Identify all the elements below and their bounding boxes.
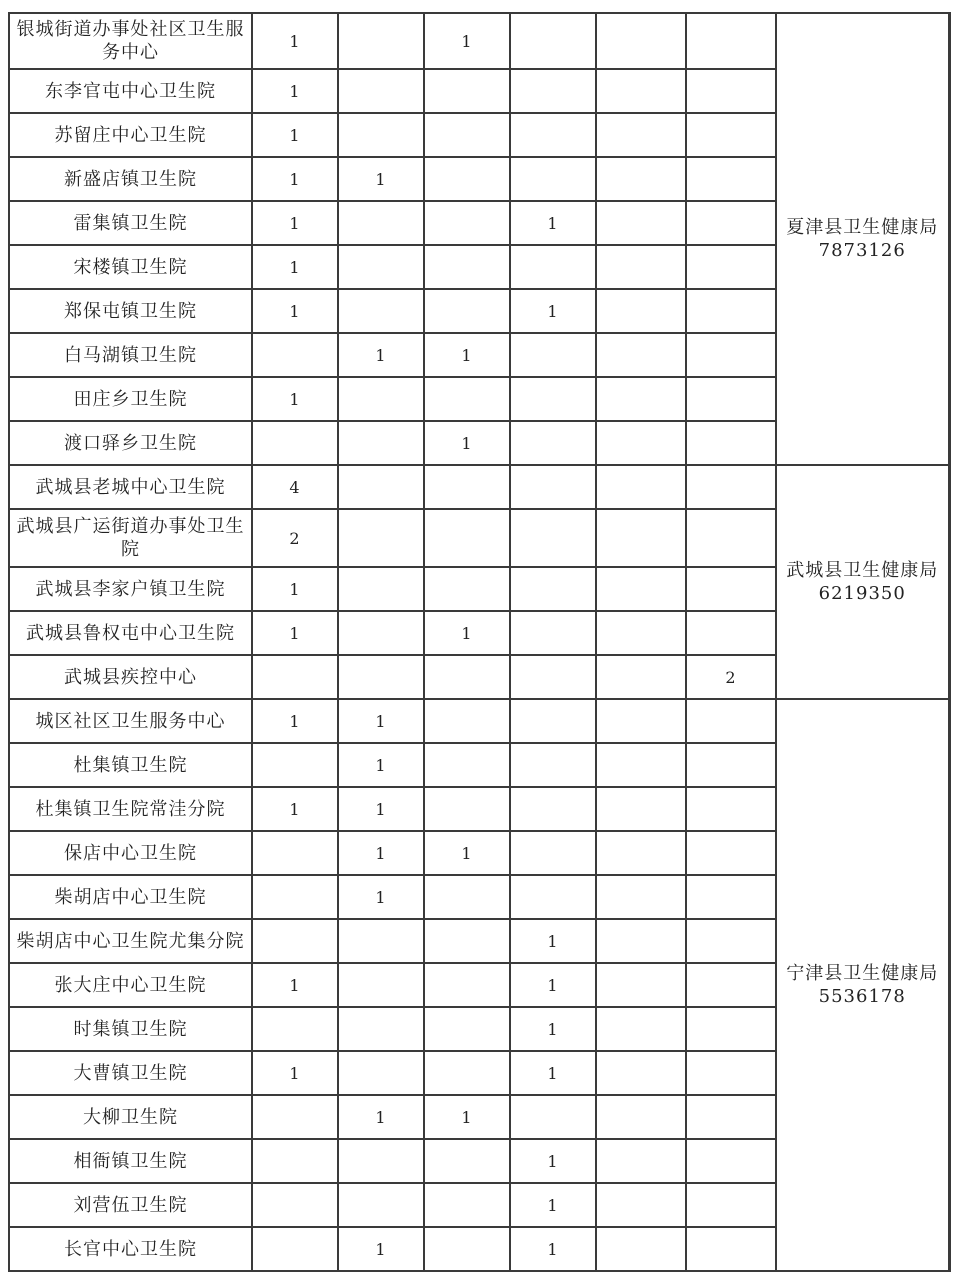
count-cell-c5 [596, 69, 686, 113]
count-cell-c6 [686, 611, 776, 655]
count-cell-c5 [596, 1007, 686, 1051]
institution-name-cell: 长官中心卫生院 [9, 1227, 252, 1271]
count-cell-c5 [596, 919, 686, 963]
institution-name-cell: 田庄乡卫生院 [9, 377, 252, 421]
count-cell-c2 [338, 1051, 424, 1095]
count-cell-c6 [686, 699, 776, 743]
count-cell-c1 [252, 831, 338, 875]
count-cell-c6 [686, 1007, 776, 1051]
count-cell-c2: 1 [338, 831, 424, 875]
institution-name-cell: 相衙镇卫生院 [9, 1139, 252, 1183]
count-cell-c3 [424, 113, 510, 157]
institution-name-cell: 武城县鲁权屯中心卫生院 [9, 611, 252, 655]
count-cell-c3 [424, 655, 510, 699]
count-cell-c1 [252, 875, 338, 919]
count-cell-c5 [596, 743, 686, 787]
count-cell-c5 [596, 1095, 686, 1139]
table-row [9, 699, 949, 743]
table-row [9, 465, 949, 509]
count-cell-c3 [424, 465, 510, 509]
count-cell-c4 [510, 245, 596, 289]
count-cell-c1 [252, 655, 338, 699]
count-cell-c6 [686, 1095, 776, 1139]
count-cell-c1: 1 [252, 69, 338, 113]
count-cell-c2 [338, 1139, 424, 1183]
count-cell-c4 [510, 875, 596, 919]
count-cell-c1: 1 [252, 377, 338, 421]
count-cell-c3: 1 [424, 333, 510, 377]
count-cell-c5 [596, 1227, 686, 1271]
health-bureau-phone: 6219350 [818, 583, 906, 604]
count-cell-c2 [338, 289, 424, 333]
institution-name-text: 柴胡店中心卫生院尤集分院 [16, 930, 245, 952]
count-cell-c1 [252, 333, 338, 377]
count-cell-c5 [596, 1183, 686, 1227]
count-cell-c4 [510, 611, 596, 655]
count-cell-c1: 4 [252, 465, 338, 509]
count-cell-c3 [424, 1007, 510, 1051]
count-cell-c5 [596, 963, 686, 1007]
count-cell-c5 [596, 699, 686, 743]
count-cell-c2 [338, 655, 424, 699]
institution-name-cell: 大曹镇卫生院 [9, 1051, 252, 1095]
count-cell-c3 [424, 1227, 510, 1271]
count-cell-c2 [338, 421, 424, 465]
count-cell-c3: 1 [424, 831, 510, 875]
count-cell-c6 [686, 201, 776, 245]
count-cell-c3 [424, 245, 510, 289]
count-cell-c3 [424, 377, 510, 421]
institution-name-cell: 银城街道办事处社区卫生服务中心 [9, 13, 252, 69]
count-cell-c1: 1 [252, 963, 338, 1007]
count-cell-c2 [338, 69, 424, 113]
count-cell-c6 [686, 1227, 776, 1271]
count-cell-c6 [686, 567, 776, 611]
count-cell-c3: 1 [424, 421, 510, 465]
count-cell-c5 [596, 1139, 686, 1183]
count-cell-c6 [686, 743, 776, 787]
count-cell-c4 [510, 509, 596, 567]
count-cell-c1 [252, 1183, 338, 1227]
count-cell-c5 [596, 1051, 686, 1095]
health-bureau-phone: 5536178 [818, 986, 906, 1007]
count-cell-c6 [686, 875, 776, 919]
count-cell-c4: 1 [510, 1227, 596, 1271]
count-cell-c1: 1 [252, 157, 338, 201]
count-cell-c3 [424, 875, 510, 919]
count-cell-c1 [252, 743, 338, 787]
count-cell-c6 [686, 333, 776, 377]
institution-name-cell: 保店中心卫生院 [9, 831, 252, 875]
count-cell-c2 [338, 377, 424, 421]
count-cell-c1 [252, 1095, 338, 1139]
count-cell-c1: 1 [252, 13, 338, 69]
count-cell-c1: 1 [252, 289, 338, 333]
institution-name-cell: 苏留庄中心卫生院 [9, 113, 252, 157]
count-cell-c4 [510, 13, 596, 69]
count-cell-c4 [510, 831, 596, 875]
count-cell-c2 [338, 919, 424, 963]
count-cell-c1: 1 [252, 245, 338, 289]
count-cell-c6 [686, 13, 776, 69]
count-cell-c6: 2 [686, 655, 776, 699]
count-cell-c6 [686, 465, 776, 509]
count-cell-c2 [338, 567, 424, 611]
institution-name-cell [9, 919, 252, 963]
count-cell-c4 [510, 655, 596, 699]
institution-name-cell: 新盛店镇卫生院 [9, 157, 252, 201]
count-cell-c3 [424, 963, 510, 1007]
count-cell-c5 [596, 245, 686, 289]
count-cell-c4: 1 [510, 1183, 596, 1227]
count-cell-c2: 1 [338, 333, 424, 377]
count-cell-c6 [686, 1051, 776, 1095]
count-cell-c4 [510, 69, 596, 113]
count-cell-c4 [510, 421, 596, 465]
count-cell-c5 [596, 567, 686, 611]
count-cell-c4: 1 [510, 1051, 596, 1095]
count-cell-c2 [338, 1007, 424, 1051]
count-cell-c3 [424, 567, 510, 611]
institution-name-cell: 武城县疾控中心 [9, 655, 252, 699]
count-cell-c3: 1 [424, 13, 510, 69]
count-cell-c4 [510, 567, 596, 611]
count-cell-c5 [596, 465, 686, 509]
health-bureau-phone: 7873126 [818, 240, 906, 261]
health-bureau-cell [776, 699, 949, 1271]
institution-name-cell: 城区社区卫生服务中心 [9, 699, 252, 743]
count-cell-c1: 1 [252, 567, 338, 611]
count-cell-c6 [686, 919, 776, 963]
count-cell-c4: 1 [510, 1007, 596, 1051]
institution-name-cell: 时集镇卫生院 [9, 1007, 252, 1051]
count-cell-c1: 1 [252, 611, 338, 655]
institution-name-cell: 柴胡店中心卫生院 [9, 875, 252, 919]
count-cell-c3 [424, 157, 510, 201]
count-cell-c5 [596, 421, 686, 465]
institution-name-cell: 大柳卫生院 [9, 1095, 252, 1139]
count-cell-c5 [596, 201, 686, 245]
count-cell-c3 [424, 919, 510, 963]
count-cell-c2 [338, 13, 424, 69]
count-cell-c5 [596, 13, 686, 69]
count-cell-c6 [686, 157, 776, 201]
count-cell-c2 [338, 201, 424, 245]
count-cell-c3 [424, 289, 510, 333]
count-cell-c2 [338, 245, 424, 289]
count-cell-c4: 1 [510, 201, 596, 245]
table-row [9, 13, 949, 69]
institution-name-cell: 渡口驿乡卫生院 [9, 421, 252, 465]
institution-name-cell: 雷集镇卫生院 [9, 201, 252, 245]
count-cell-c1: 1 [252, 699, 338, 743]
count-cell-c1: 1 [252, 1051, 338, 1095]
health-bureau-name: 武城县卫生健康局 [786, 560, 939, 581]
count-cell-c1 [252, 421, 338, 465]
institution-name-cell: 杜集镇卫生院常洼分院 [9, 787, 252, 831]
count-cell-c5 [596, 611, 686, 655]
count-cell-c3 [424, 509, 510, 567]
count-cell-c2 [338, 963, 424, 1007]
count-cell-c4 [510, 157, 596, 201]
count-cell-c2 [338, 465, 424, 509]
staffing-table [8, 12, 951, 1272]
institution-name-cell: 武城县广运街道办事处卫生院 [9, 509, 252, 567]
count-cell-c2: 1 [338, 875, 424, 919]
count-cell-c3: 1 [424, 1095, 510, 1139]
count-cell-c2 [338, 113, 424, 157]
count-cell-c6 [686, 509, 776, 567]
count-cell-c1 [252, 1007, 338, 1051]
count-cell-c4 [510, 377, 596, 421]
count-cell-c3 [424, 1051, 510, 1095]
count-cell-c3 [424, 699, 510, 743]
count-cell-c3 [424, 787, 510, 831]
count-cell-c4 [510, 465, 596, 509]
count-cell-c5 [596, 289, 686, 333]
count-cell-c6 [686, 831, 776, 875]
institution-name-cell: 郑保屯镇卫生院 [9, 289, 252, 333]
count-cell-c3 [424, 201, 510, 245]
count-cell-c5 [596, 333, 686, 377]
count-cell-c2: 1 [338, 699, 424, 743]
count-cell-c3 [424, 1139, 510, 1183]
count-cell-c2: 1 [338, 743, 424, 787]
count-cell-c2: 1 [338, 787, 424, 831]
count-cell-c6 [686, 69, 776, 113]
count-cell-c2: 1 [338, 1227, 424, 1271]
count-cell-c4: 1 [510, 963, 596, 1007]
count-cell-c6 [686, 1183, 776, 1227]
count-cell-c1: 1 [252, 787, 338, 831]
count-cell-c1: 1 [252, 113, 338, 157]
count-cell-c4 [510, 113, 596, 157]
count-cell-c2: 1 [338, 157, 424, 201]
institution-name-cell: 武城县李家户镇卫生院 [9, 567, 252, 611]
count-cell-c4: 1 [510, 1139, 596, 1183]
count-cell-c4 [510, 699, 596, 743]
institution-name-cell: 杜集镇卫生院 [9, 743, 252, 787]
institution-name-cell: 白马湖镇卫生院 [9, 333, 252, 377]
count-cell-c5 [596, 157, 686, 201]
count-cell-c3: 1 [424, 611, 510, 655]
institution-name-cell: 宋楼镇卫生院 [9, 245, 252, 289]
count-cell-c6 [686, 963, 776, 1007]
count-cell-c6 [686, 1139, 776, 1183]
count-cell-c4: 1 [510, 289, 596, 333]
count-cell-c6 [686, 421, 776, 465]
count-cell-c1 [252, 919, 338, 963]
count-cell-c5 [596, 875, 686, 919]
count-cell-c2 [338, 611, 424, 655]
count-cell-c4 [510, 333, 596, 377]
count-cell-c4 [510, 743, 596, 787]
count-cell-c5 [596, 831, 686, 875]
health-bureau-cell [776, 13, 949, 465]
count-cell-c6 [686, 787, 776, 831]
count-cell-c6 [686, 377, 776, 421]
institution-name-cell: 张大庄中心卫生院 [9, 963, 252, 1007]
health-bureau-name: 夏津县卫生健康局 [786, 217, 939, 238]
count-cell-c1: 2 [252, 509, 338, 567]
count-cell-c5 [596, 377, 686, 421]
count-cell-c1: 1 [252, 201, 338, 245]
count-cell-c4: 1 [510, 919, 596, 963]
count-cell-c6 [686, 289, 776, 333]
count-cell-c5 [596, 113, 686, 157]
count-cell-c3 [424, 743, 510, 787]
count-cell-c6 [686, 113, 776, 157]
table-body [9, 13, 949, 1271]
count-cell-c5 [596, 655, 686, 699]
institution-name-cell: 武城县老城中心卫生院 [9, 465, 252, 509]
count-cell-c1 [252, 1227, 338, 1271]
health-bureau-name: 宁津县卫生健康局 [786, 963, 939, 984]
count-cell-c2 [338, 509, 424, 567]
count-cell-c5 [596, 509, 686, 567]
institution-name-cell: 东李官屯中心卫生院 [9, 69, 252, 113]
count-cell-c4 [510, 1095, 596, 1139]
count-cell-c4 [510, 787, 596, 831]
count-cell-c2 [338, 1183, 424, 1227]
count-cell-c5 [596, 787, 686, 831]
count-cell-c2: 1 [338, 1095, 424, 1139]
count-cell-c6 [686, 245, 776, 289]
count-cell-c3 [424, 69, 510, 113]
count-cell-c1 [252, 1139, 338, 1183]
institution-name-cell: 刘营伍卫生院 [9, 1183, 252, 1227]
health-bureau-cell [776, 465, 949, 699]
count-cell-c3 [424, 1183, 510, 1227]
